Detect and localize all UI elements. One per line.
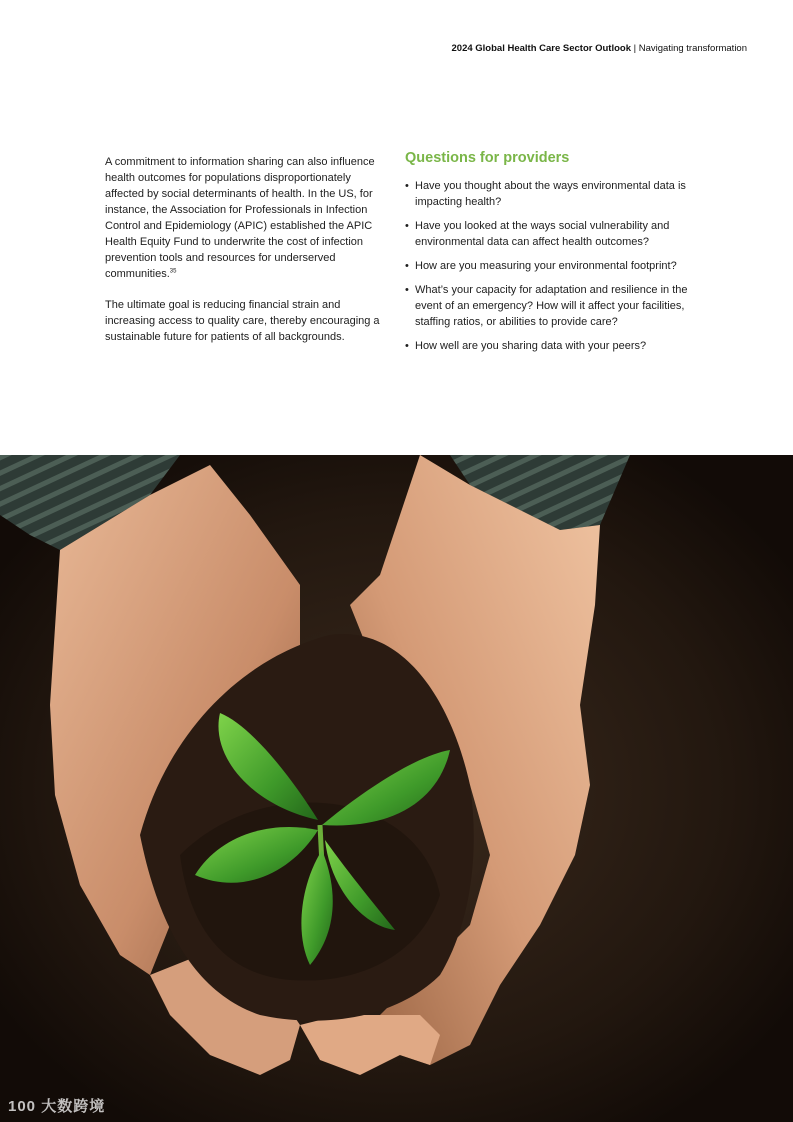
running-header xyxy=(452,43,748,54)
footnote-ref: 35 xyxy=(169,268,177,275)
report-title: 2024 Global Health Care Sector Outlook xyxy=(451,43,631,54)
body-paragraph-1 xyxy=(105,154,385,282)
question-item xyxy=(405,178,695,210)
watermark-logo: 100 大数跨境 xyxy=(8,1098,106,1115)
bullet-icon: • xyxy=(405,220,409,232)
bullet-icon: • xyxy=(405,260,409,272)
question-item xyxy=(405,338,695,354)
question-text: Have you looked at the ways social vulnerability and environmental data can affect health outcomes? xyxy=(415,220,670,248)
body-paragraph-2: The ultimate goal is reducing financial strain and increasing access to quality care, thereby encouraging a sustainable future for patients of all backgrounds. xyxy=(105,299,380,343)
bullet-icon: • xyxy=(405,284,409,296)
question-item xyxy=(405,218,695,250)
questions-list xyxy=(405,178,695,354)
question-text: How well are you sharing data with your peers? xyxy=(415,340,647,352)
photo-illustration xyxy=(0,455,793,1122)
questions-heading: Questions for providers xyxy=(405,150,570,166)
bullet-icon: • xyxy=(405,180,409,192)
hands-seedling-photo xyxy=(0,455,793,1122)
body-column xyxy=(105,154,385,360)
paragraph-1-text: A commitment to information sharing can also influence health outcomes for populations disproportionately affected by social determinants of health. In the US, for instance, the Association for Professionals in Infection Control and Epidemiology (APIC) established the APIC Health Equity Fund to underwrite the cost of infection prevention tools and resources for underserved communities. xyxy=(105,156,375,280)
section-title: Navigating transformation xyxy=(638,43,747,54)
question-text: What’s your capacity for adaptation and resilience in the event of an emergency? How will it affect your facilities, staffing ratios, or abilities to provide care? xyxy=(415,284,688,328)
question-item xyxy=(405,282,695,330)
question-text: How are you measuring your environmental footprint? xyxy=(415,260,677,272)
question-text: Have you thought about the ways environmental data is impacting health? xyxy=(415,180,686,208)
header-separator: | xyxy=(633,43,637,54)
question-item xyxy=(405,258,695,274)
questions-panel xyxy=(405,150,695,362)
bullet-icon: • xyxy=(405,340,409,352)
